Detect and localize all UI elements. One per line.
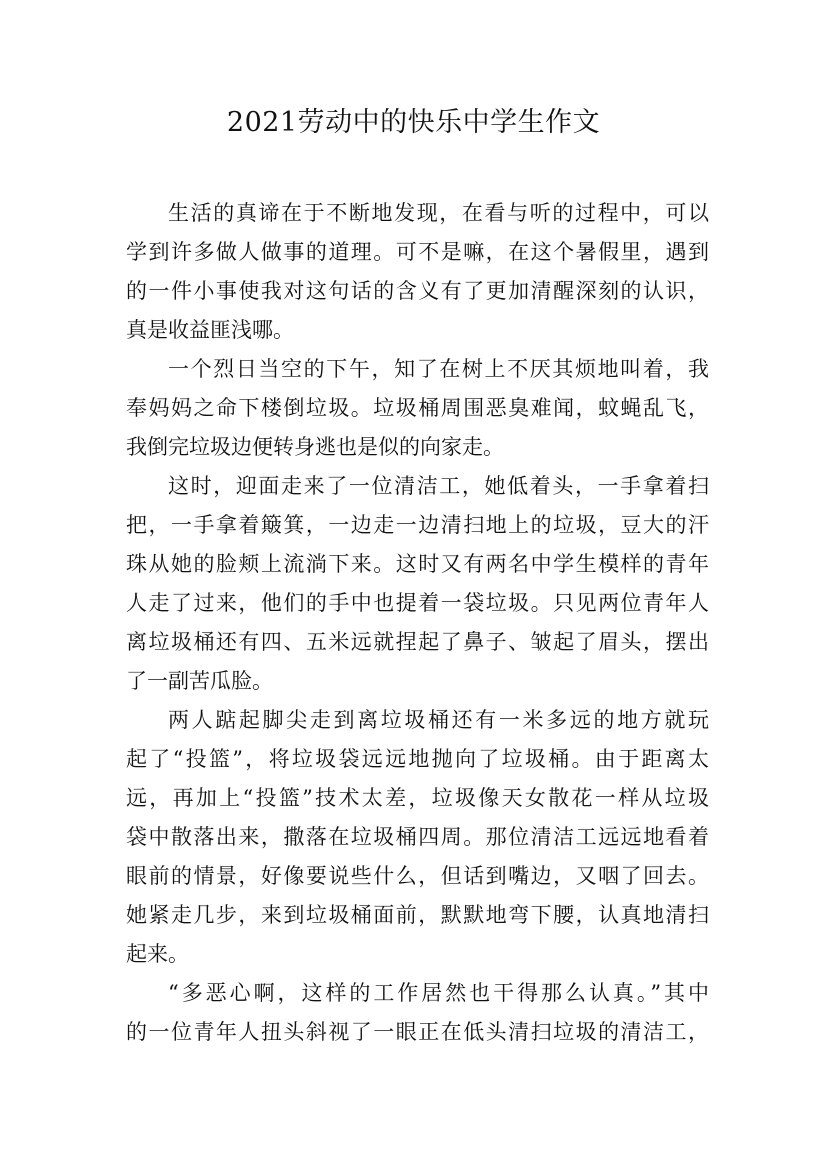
text-line: 起来。 — [126, 942, 189, 966]
text-line: 人走了过来，他们的手中也提着一袋垃圾。只见两位青年人 — [126, 591, 709, 615]
text-line: 的一件小事使我对这句话的含义有了更加清醒深刻的认识， — [126, 279, 709, 303]
text-line: 袋中散落出来，撒落在垃圾桶四周。那位清洁工远远地看着 — [126, 825, 709, 849]
text-line: 奉妈妈之命下楼倒垃圾。垃圾桶周围恶臭难闻，蚊蝇乱飞， — [126, 396, 709, 420]
text-line: 生活的真谛在于不断地发现，在看与听的过程中，可以 — [168, 201, 709, 225]
text-line: 了一副苦瓜脸。 — [126, 669, 273, 693]
text-line: 离垃圾桶还有四、五米远就捏起了鼻子、皱起了眉头，摆出 — [126, 630, 709, 654]
text-line: 的一位青年人扭头斜视了一眼正在低头清扫垃圾的清洁工， — [126, 1020, 709, 1044]
text-line: 两人踮起脚尖走到离垃圾桶还有一米多远的地方就玩 — [168, 708, 709, 732]
text-line: 远，再加上“投篮”技术太差，垃圾像天女散花一样从垃圾 — [126, 786, 709, 810]
essay-title: 2021劳动中的快乐中学生作文 — [226, 107, 601, 138]
text-line: 眼前的情景，好像要说些什么，但话到嘴边，又咽了回去。 — [126, 864, 709, 888]
text-line: 她紧走几步，来到垃圾桶面前，默默地弯下腰，认真地清扫 — [126, 903, 709, 927]
text-line: 我倒完垃圾边便转身逃也是似的向家走。 — [126, 435, 504, 459]
text-line: “多恶心啊，这样的工作居然也干得那么认真。”其中 — [168, 981, 709, 1005]
text-line: 学到许多做人做事的道理。可不是嘛，在这个暑假里，遇到 — [126, 240, 709, 264]
text-line: 珠从她的脸颊上流淌下来。这时又有两名中学生模样的青年 — [126, 552, 709, 576]
text-line: 真是收益匪浅哪。 — [126, 318, 294, 342]
essay-body — [126, 194, 709, 1052]
text-line: 这时，迎面走来了一位清洁工，她低着头，一手拿着扫 — [168, 474, 709, 498]
text-line: 起了“投篮”，将垃圾袋远远地抛向了垃圾桶。由于距离太 — [126, 747, 709, 771]
text-line: 把，一手拿着簸箕，一边走一边清扫地上的垃圾，豆大的汗 — [126, 513, 709, 537]
text-line: 一个烈日当空的下午，知了在树上不厌其烦地叫着，我 — [168, 357, 709, 381]
